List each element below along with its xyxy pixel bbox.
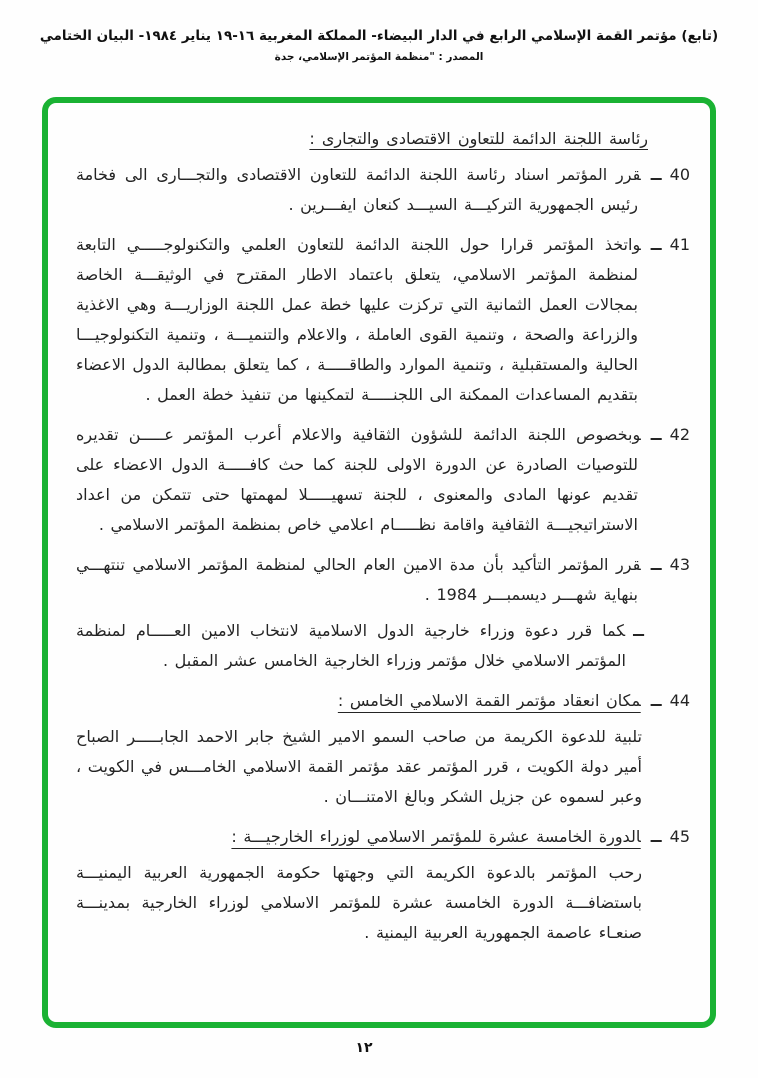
- paragraph-number: 42: [669, 425, 690, 444]
- paragraph-text: قرر المؤتمر التأكيد بأن مدة الامين العام الحالي لمنظمة المؤتمر الاسلامي تنتهـــي بنهاية شهـــر ديسمبـــر 1984 .: [76, 555, 641, 604]
- heading-text: الدورة الخامسة عشرة للمؤتمر الاسلامي لوزراء الخارجيـــة :: [231, 827, 641, 846]
- section-title: رئاسة اللجنة الدائمة للتعاون الاقتصادى والتجارى :: [309, 129, 648, 148]
- number-dash: ــ: [650, 827, 662, 846]
- paragraph-44-body: تلبية للدعوة الكريمة من صاحب السمو الامير الشيخ جابر الاحمد الجابـــــر الصباح أمير دولة الكويت ، قرر المؤتمر عقد مؤتمر القمة الاسلامي الخامـــس في الكويت ، وعبر لسموه عن جزيل الشكر وبالغ الامتنـــان .: [76, 727, 642, 806]
- paragraph-text: قرر المؤتمر اسناد رئاسة اللجنة الدائمة للتعاون الاقتصادى والتجـــارى الى فخامة رئيس الجمهورية التركيـــة السيـــد كنعان ايفـــرين .: [76, 165, 641, 214]
- paragraph-41: [76, 230, 690, 410]
- heading-text: مكان انعقاد مؤتمر القمة الاسلامي الخامس :: [337, 691, 641, 710]
- header-source-line: المصدر : "منظمة المؤتمر الإسلامي، جدة: [274, 51, 484, 63]
- paragraph-43: [76, 550, 690, 610]
- document-border-box: [42, 97, 716, 1028]
- paragraph-number: 43: [669, 555, 690, 574]
- subitem-dash: ــ: [633, 621, 644, 640]
- paragraph-number: 40: [669, 165, 690, 184]
- paragraph-number: 44: [669, 691, 690, 710]
- number-dash: ــ: [650, 691, 662, 710]
- paragraph-42: [76, 420, 690, 540]
- number-dash: ــ: [650, 235, 662, 254]
- subitem-text: كما قرر دعوة وزراء خارجية الدول الاسلامية لانتخاب الامين العـــــام لمنظمة المؤتمر الاسلامي خلال مؤتمر وزراء الخارجية الخامس عشر المقبل .: [76, 621, 626, 670]
- paragraph-44-heading: [76, 686, 690, 716]
- number-dash: ــ: [650, 425, 662, 444]
- paragraph-text: وبخصوص اللجنة الدائمة للشؤون الثقافية والاعلام أعرب المؤتمر عـــــن تقديره للتوصيات الصادرة عن الدورة الاولى للجنة كما حث كافـــــة الدول الاعضاء على تقديم عونها المادى والمعنوى ، للجنة تسهيـــــلا لمهمتها حتى تتمكن من اعداد الاستراتيجيـــة الثقافية واقامة نظـــــام اعلامي خاص بمنظمة المؤتمر الاسلامي .: [76, 425, 641, 534]
- number-dash: ــ: [650, 555, 662, 574]
- paragraph-45-body: رحب المؤتمر بالدعوة الكريمة التي وجهتها حكومة الجمهورية العربية اليمنيـــة باستضافـــة الدورة الخامسة عشرة للمؤتمر الاسلامي لوزراء الخارجية بمدينـــة صنعـاء عاصمة الجمهورية العربية اليمنية .: [76, 863, 642, 942]
- paragraph-number: 45: [669, 827, 690, 846]
- header-title-line: (تابع) مؤتمر القمة الإسلامي الرابع في الدار البيضاء- المملكة المغربية ١٦-١٩ يناير ١٩٨٤- البيان الختامي: [39, 28, 719, 44]
- number-dash: ــ: [650, 165, 662, 184]
- paragraph-text: واتخذ المؤتمر قرارا حول اللجنة الدائمة للتعاون العلمي والتكنولوجـــــي التابعة لمنظمة المؤتمر الاسلامي، يتعلق باعتماد الاطار المقترح في الوثيقـــة الخاصة بمجالات العمل الثمانية التي تركزت عليها خطة عمل اللجنة الوزاريـــة وهي الاغذية والزراعة والصحة ، وتنمية القوى العاملة ، والاعلام والتنميـــة ، وتنمية التكنولوجيـــا الحالية والمستقبلية ، وتنمية الموارد والطاقـــــة ، كما يتعلق بمطالبة الدول الاعضاء بتقديم المساعدات الممكنة الى اللجنـــــة لتمكينها من تنفيذ خطة العمل .: [76, 235, 641, 404]
- paragraph-45-heading: [76, 822, 690, 852]
- paragraph-number: 41: [669, 235, 690, 254]
- paragraph-40: [76, 160, 690, 220]
- page-number: ١٢: [355, 1040, 373, 1056]
- paragraph-43-subitem: [76, 616, 690, 676]
- page-header: [10, 28, 748, 63]
